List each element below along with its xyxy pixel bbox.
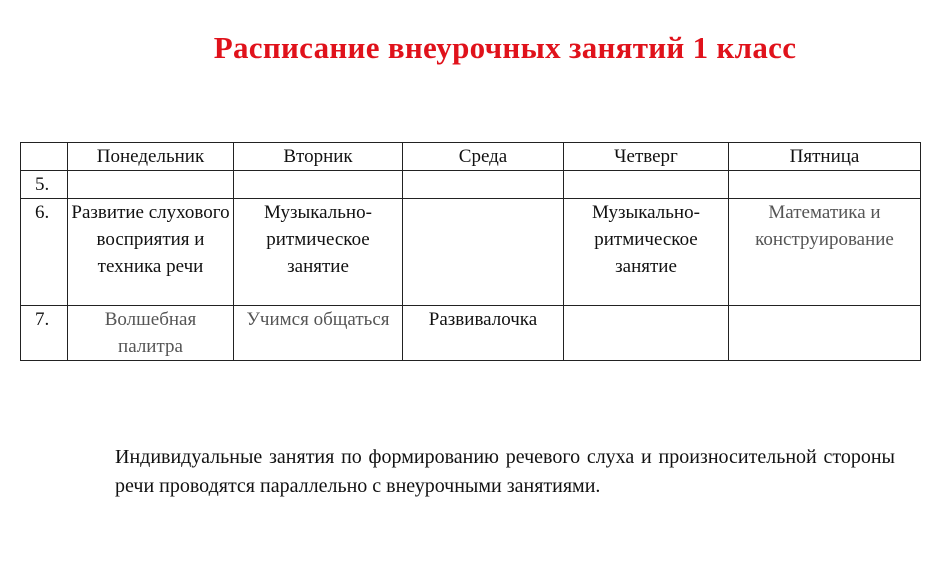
cell-wednesday [403, 199, 564, 306]
table-row [21, 306, 921, 361]
cell-thursday [564, 306, 729, 361]
row-number: 6. [21, 199, 68, 306]
header-cell-thursday: Четверг [564, 143, 729, 171]
cell-tuesday: Учимся общаться [234, 306, 403, 361]
cell-tuesday [234, 171, 403, 199]
header-cell-wednesday: Среда [403, 143, 564, 171]
cell-wednesday [403, 171, 564, 199]
table-header-row [21, 143, 921, 171]
page-title: Расписание внеурочных занятий 1 класс [213, 30, 797, 65]
cell-friday: Математика и конструирование [729, 199, 921, 306]
header-cell-number [21, 143, 68, 171]
header-cell-tuesday: Вторник [234, 143, 403, 171]
cell-tuesday: Музыкально-ритмическое занятие [234, 199, 403, 306]
row-number: 7. [21, 306, 68, 361]
header-cell-friday: Пятница [729, 143, 921, 171]
cell-friday [729, 171, 921, 199]
table-row [21, 171, 921, 199]
schedule-table [20, 142, 921, 361]
header-cell-monday: Понедельник [68, 143, 234, 171]
cell-friday [729, 306, 921, 361]
cell-monday: Развитие слухового восприятия и техника речи [68, 199, 234, 306]
note-paragraph: Индивидуальные занятия по формированию речевого слуха и произносительной стороны речи проводятся параллельно с внеурочными занятиями. [115, 446, 895, 497]
table-row [21, 199, 921, 306]
row-number: 5. [21, 171, 68, 199]
cell-monday: Волшебная палитра [68, 306, 234, 361]
cell-wednesday: Развивалочка [403, 306, 564, 361]
cell-thursday [564, 171, 729, 199]
cell-monday [68, 171, 234, 199]
cell-thursday: Музыкально-ритмическое занятие [564, 199, 729, 306]
